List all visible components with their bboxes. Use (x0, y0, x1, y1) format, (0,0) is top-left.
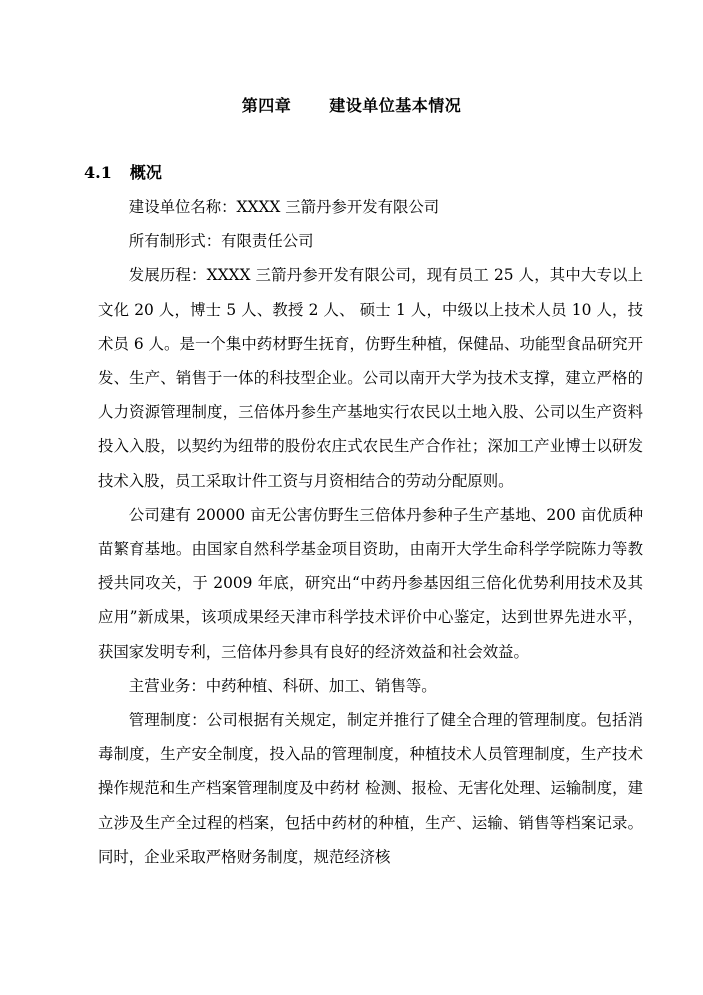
section-heading (84, 160, 162, 183)
chapter-name: 建设单位基本情况 (329, 96, 462, 115)
paragraph-management: 管理制度：公司根据有关规定，制定并推行了健全合理的管理制度。包括消毒制度，生产安全制度，投入品的管理制度，种植技术人员管理制度，生产技术操作规范和生产档案管理制度及中药材 检测、报检、无害化处理、运输制度，建立涉及生产全过程的档案，包括中药材的种植，生产、运输、销售等档案记录。同时，企业采取严格财务制度，规范经济核 (98, 711, 643, 866)
section-number: 4.1 (84, 163, 112, 182)
paragraph-ownership: 所有制形式：有限责任公司 (128, 232, 314, 251)
paragraph-base: 公司建有 20000 亩无公害仿野生三倍体丹参种子生产基地、200 亩优质种苗繁育基地。由国家自然科学基金项目资助，由南开大学生命科学学院陈力等教授共同攻关，于 2009 年底，研究出“中药丹参基因组三倍化优势利用技术及其应用”新成果，该项成果经天津市科学技术评价中心鉴定，达到世界先进水平，获国家发明专利，三倍体丹参具有良好的经济效益和社会效益。 (98, 505, 643, 661)
paragraph-history: 发展历程：XXXX 三箭丹参开发有限公司，现有员工 25 人，其中大专以上文化 20 人，博士 5 人、教授 2 人、 硕士 1 人，中级以上技术人员 10 人，技术员 6 人。是一个集中药材野生抚育，仿野生种植，保健品、功能型食品研究开发、生产、销售于一体的科技型企业。公司以南开大学为技术支撑，建立严格的人力资源管理制度，三倍体丹参生产基地实行农民以土地入股、公司以生产资料投入入股，以契约为纽带的股份农庄式农民生产合作社；深加工产业博士以研发技术入股，员工采取计件工资与月资相结合的劳动分配原则。 (98, 266, 643, 490)
section-body (98, 190, 643, 874)
paragraph-business: 主营业务：中药种植、科研、加工、销售等。 (128, 676, 437, 695)
section-title: 概况 (129, 163, 162, 182)
paragraph-company-name: 建设单位名称：XXXX 三箭丹参开发有限公司 (128, 198, 440, 216)
chapter-number: 第四章 (241, 96, 292, 115)
chapter-title (0, 93, 703, 116)
